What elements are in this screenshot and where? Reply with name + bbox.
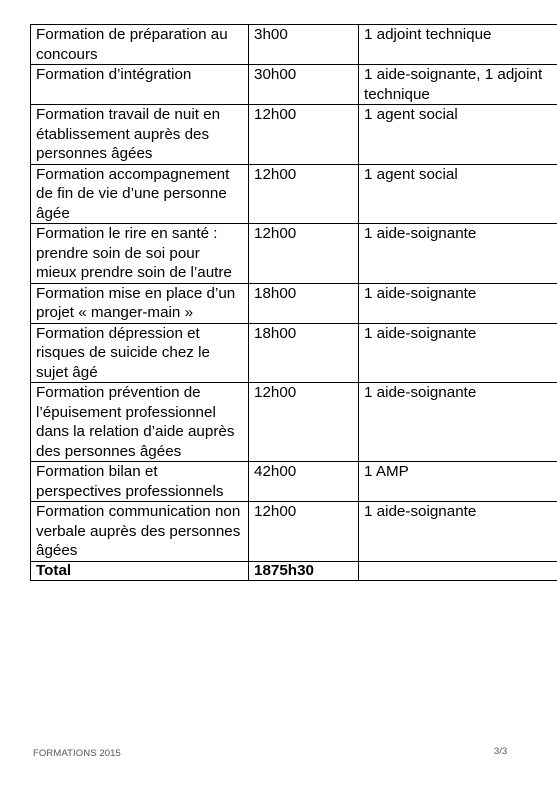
duree-cell: 12h00 bbox=[249, 224, 359, 284]
formation-cell: Formation bilan et perspectives professionnels bbox=[31, 462, 249, 502]
total-row bbox=[31, 561, 557, 580]
formations-table-body bbox=[31, 25, 557, 581]
formation-cell: Formation le rire en santé : prendre soin de soi pour mieux prendre soin de l’autre bbox=[31, 224, 249, 284]
formation-cell: Formation communication non verbale auprès des personnes âgées bbox=[31, 502, 249, 562]
total-duree: 1875h30 bbox=[249, 561, 359, 580]
footer-title: FORMATIONS 2015 bbox=[33, 748, 121, 759]
beneficiaires-cell: 1 aide-soignante bbox=[359, 224, 557, 284]
duree-cell: 3h00 bbox=[249, 25, 359, 65]
formations-table bbox=[30, 24, 557, 581]
table-row bbox=[31, 502, 557, 562]
duree-cell: 12h00 bbox=[249, 164, 359, 224]
beneficiaires-cell: 1 agent social bbox=[359, 105, 557, 165]
formation-cell: Formation mise en place d’un projet « manger-main » bbox=[31, 283, 249, 323]
duree-cell: 18h00 bbox=[249, 323, 359, 383]
duree-cell: 12h00 bbox=[249, 502, 359, 562]
total-beneficiaires bbox=[359, 561, 557, 580]
duree-cell: 42h00 bbox=[249, 462, 359, 502]
total-label: Total bbox=[31, 561, 249, 580]
formation-cell: Formation travail de nuit en établissement auprès des personnes âgées bbox=[31, 105, 249, 165]
duree-cell: 12h00 bbox=[249, 105, 359, 165]
beneficiaires-cell: 1 adjoint technique bbox=[359, 25, 557, 65]
formation-cell: Formation dépression et risques de suicide chez le sujet âgé bbox=[31, 323, 249, 383]
duree-cell: 12h00 bbox=[249, 383, 359, 462]
beneficiaires-cell: 1 aide-soignante bbox=[359, 383, 557, 462]
formation-cell: Formation d’intégration bbox=[31, 65, 249, 105]
table-row bbox=[31, 383, 557, 462]
table-row bbox=[31, 65, 557, 105]
duree-cell: 18h00 bbox=[249, 283, 359, 323]
table-row bbox=[31, 224, 557, 284]
formation-cell: Formation prévention de l’épuisement professionnel dans la relation d’aide auprès des personnes âgées bbox=[31, 383, 249, 462]
table-row bbox=[31, 25, 557, 65]
table-row bbox=[31, 283, 557, 323]
beneficiaires-cell: 1 aide-soignante bbox=[359, 323, 557, 383]
page-number: 3/3 bbox=[494, 746, 508, 757]
table-row bbox=[31, 462, 557, 502]
table-row bbox=[31, 164, 557, 224]
formation-cell: Formation accompagnement de fin de vie d’une personne âgée bbox=[31, 164, 249, 224]
table-row bbox=[31, 105, 557, 165]
beneficiaires-cell: 1 aide-soignante bbox=[359, 502, 557, 562]
beneficiaires-cell: 1 aide-soignante bbox=[359, 283, 557, 323]
table-row bbox=[31, 323, 557, 383]
duree-cell: 30h00 bbox=[249, 65, 359, 105]
beneficiaires-cell: 1 AMP bbox=[359, 462, 557, 502]
formation-cell: Formation de préparation au concours bbox=[31, 25, 249, 65]
beneficiaires-cell: 1 agent social bbox=[359, 164, 557, 224]
beneficiaires-cell: 1 aide-soignante, 1 adjoint technique bbox=[359, 65, 557, 105]
